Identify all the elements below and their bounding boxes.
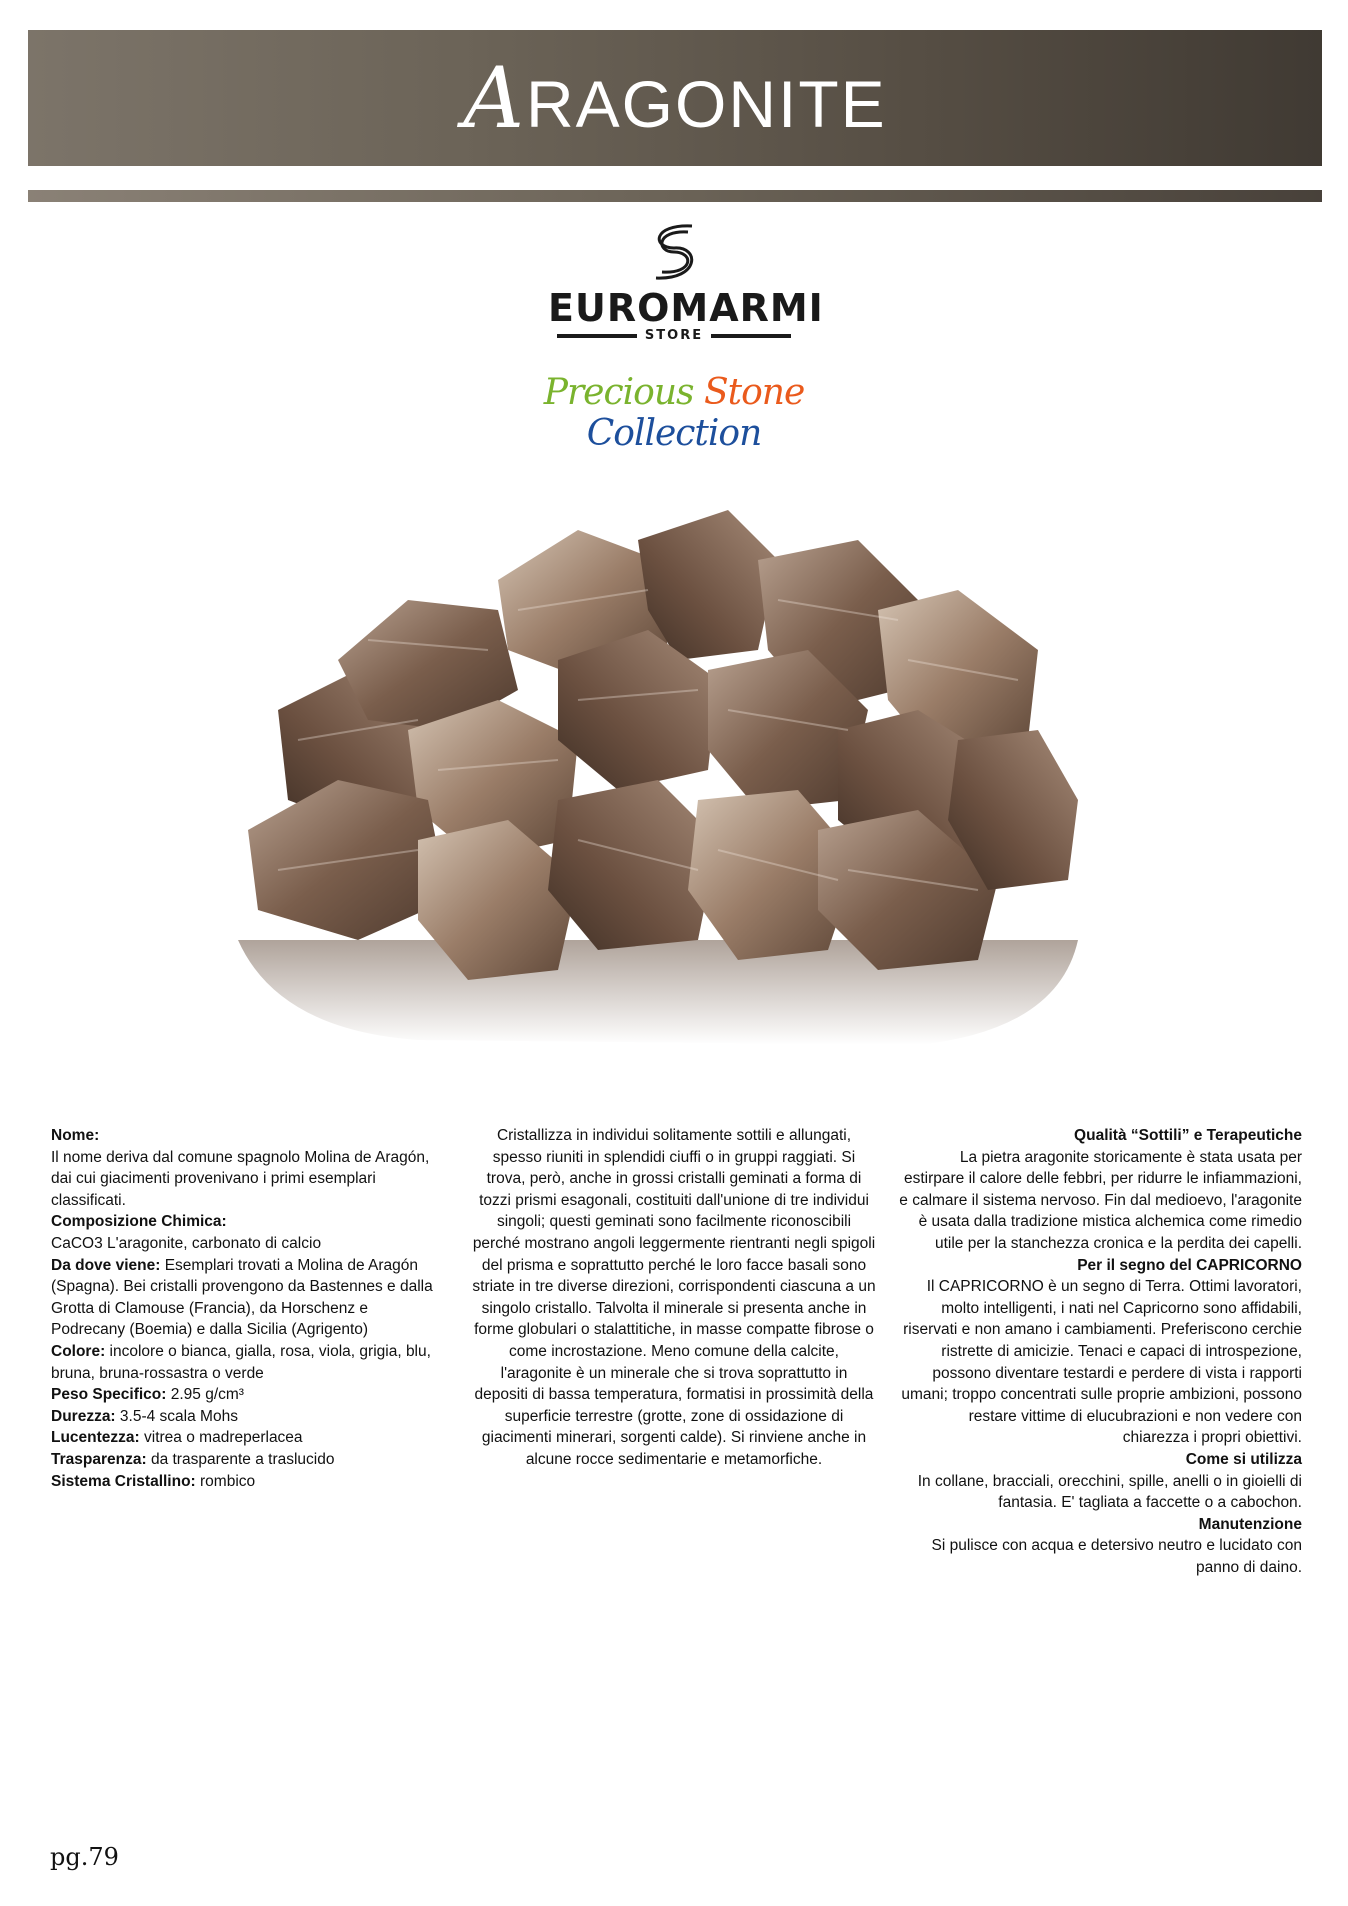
sistema-label: Sistema Cristallino:	[51, 1472, 196, 1490]
peso-text: 2.95 g/cm³	[166, 1386, 244, 1404]
colore-text: incolore o bianca, gialla, rosa, viola, grigia, blu, bruna, bruna-rossastra o verde	[51, 1342, 431, 1382]
qualita-text: La pietra aragonite storicamente è stata usata per estirpare il calore delle febbri, per ridurre le infiammazioni, e calmare il sistema nervoso. Fin dal medioevo, l'aragonite è usata dalla tradizione mistica alchemica come rimedio utile per la stanchezza cronica e la perdita dei capelli.	[899, 1148, 1302, 1252]
title-banner	[28, 30, 1322, 166]
durezza-label: Durezza:	[51, 1407, 116, 1425]
durezza-text: 3.5-4 scala Mohs	[115, 1407, 238, 1425]
collection-word-precious: Precious	[543, 372, 694, 413]
trasparenza-label: Trasparenza:	[51, 1450, 147, 1468]
brand-name: EUROMARMI	[548, 286, 824, 330]
nome-text: Il nome deriva dal comune spagnolo Molina de Aragón, dai cui giacimenti provenivano i primi esemplari classificati.	[51, 1148, 430, 1209]
utilizzo-text: In collane, bracciali, orecchini, spille, anelli o in gioielli di fantasia. E' tagliata a faccette o a cabochon.	[917, 1472, 1302, 1512]
euromarmi-s-icon	[644, 222, 704, 286]
page-number: pg.79	[50, 1843, 119, 1871]
sistema-text: rombico	[195, 1472, 256, 1490]
lucentezza-label: Lucentezza:	[51, 1429, 140, 1447]
provenienza-label: Da dove viene:	[51, 1256, 161, 1274]
composizione-text: CaCO3 L'aragonite, carbonato di calcio	[51, 1234, 322, 1252]
aragonite-stones-photo	[218, 500, 1098, 1060]
collection-word-collection: Collection	[586, 413, 762, 454]
properties-column	[51, 1125, 441, 1492]
manutenzione-text: Si pulisce con acqua e detersivo neutro e lucidato con panno di daino.	[931, 1537, 1302, 1576]
utilizzo-heading: Come si utilizza	[1185, 1450, 1302, 1468]
divider-bar	[28, 190, 1322, 202]
uses-column	[898, 1125, 1302, 1578]
manutenzione-heading: Manutenzione	[1198, 1515, 1302, 1533]
lucentezza-text: vitrea o madreperlacea	[139, 1429, 303, 1447]
qualita-heading: Qualità “Sottili” e Terapeutiche	[1074, 1127, 1302, 1144]
title-initial: A	[463, 49, 526, 147]
segno-text: Il CAPRICORNO è un segno di Terra. Ottimi lavoratori, molto intelligenti, i nati nel Capricorno sono affidabili, riservati e non amano i cambiamenti. Preferiscono cerchie ristrette di amicizie. Tenaci e capaci di introspezione, possono diventare testardi e perdere di vista i rapporti umani; troppo concentrati sulle proprie ambizioni, possono restare vittime di elucubrazioni e non vedere con chiarezza i propri obiettivi.	[901, 1278, 1302, 1447]
nome-label: Nome:	[51, 1127, 100, 1144]
logo-rule-left	[557, 334, 637, 338]
collection-tagline	[474, 372, 874, 454]
trasparenza-text: da trasparente a traslucido	[146, 1450, 335, 1468]
brand-logo	[548, 222, 824, 362]
brand-sub	[548, 328, 800, 343]
page-title	[463, 49, 886, 147]
colore-label: Colore:	[51, 1342, 106, 1360]
provenienza-text: Esemplari trovati a Molina de Aragón (Spagna). Bei cristalli provengono da Bastennes e dalla Grotta di Clamouse (Francia), da Horschenz e Podrecany (Boemia) e dalla Sicilia (Agrigento)	[51, 1256, 433, 1339]
peso-label: Peso Specifico:	[51, 1386, 167, 1404]
collection-word-stone: Stone	[703, 372, 805, 413]
composizione-label: Composizione Chimica:	[51, 1213, 227, 1231]
description-text: Cristallizza in individui solitamente sottili e allungati, spesso riuniti in splendidi ciuffi o in gruppi raggiati. Si trova, però, anche in grossi cristalli geminati a forma di tozzi prismi esagonali, costituiti dall'unione di tre individui singoli; questi geminati sono facilmente riconoscibili perché mostrano angoli leggermente rientranti negli spigoli del prisma e soprattutto perché le loro facce basali sono striate in tre diverse direzioni, corrispondenti ciascuna a un singolo cristallo. Talvolta il minerale si presenta anche in forme globulari o stalattitiche, in masse compatte fibrose o come incrostazione. Meno comune della calcite, l'aragonite è un minerale che si trova soprattutto in depositi di bassa temperatura, formatisi in prossimità della superficie terrestre (grotte, zone di ossidazione di giacimenti minerari, sorgenti calde). Si rinviene anche in alcune rocce sedimentarie e metamorfiche.	[472, 1127, 876, 1468]
brand-sub-text: STORE	[644, 328, 704, 343]
segno-heading: Per il segno del CAPRICORNO	[1077, 1256, 1302, 1274]
title-rest: RAGONITE	[525, 67, 887, 141]
description-column	[472, 1125, 876, 1471]
logo-rule-right	[711, 334, 791, 338]
